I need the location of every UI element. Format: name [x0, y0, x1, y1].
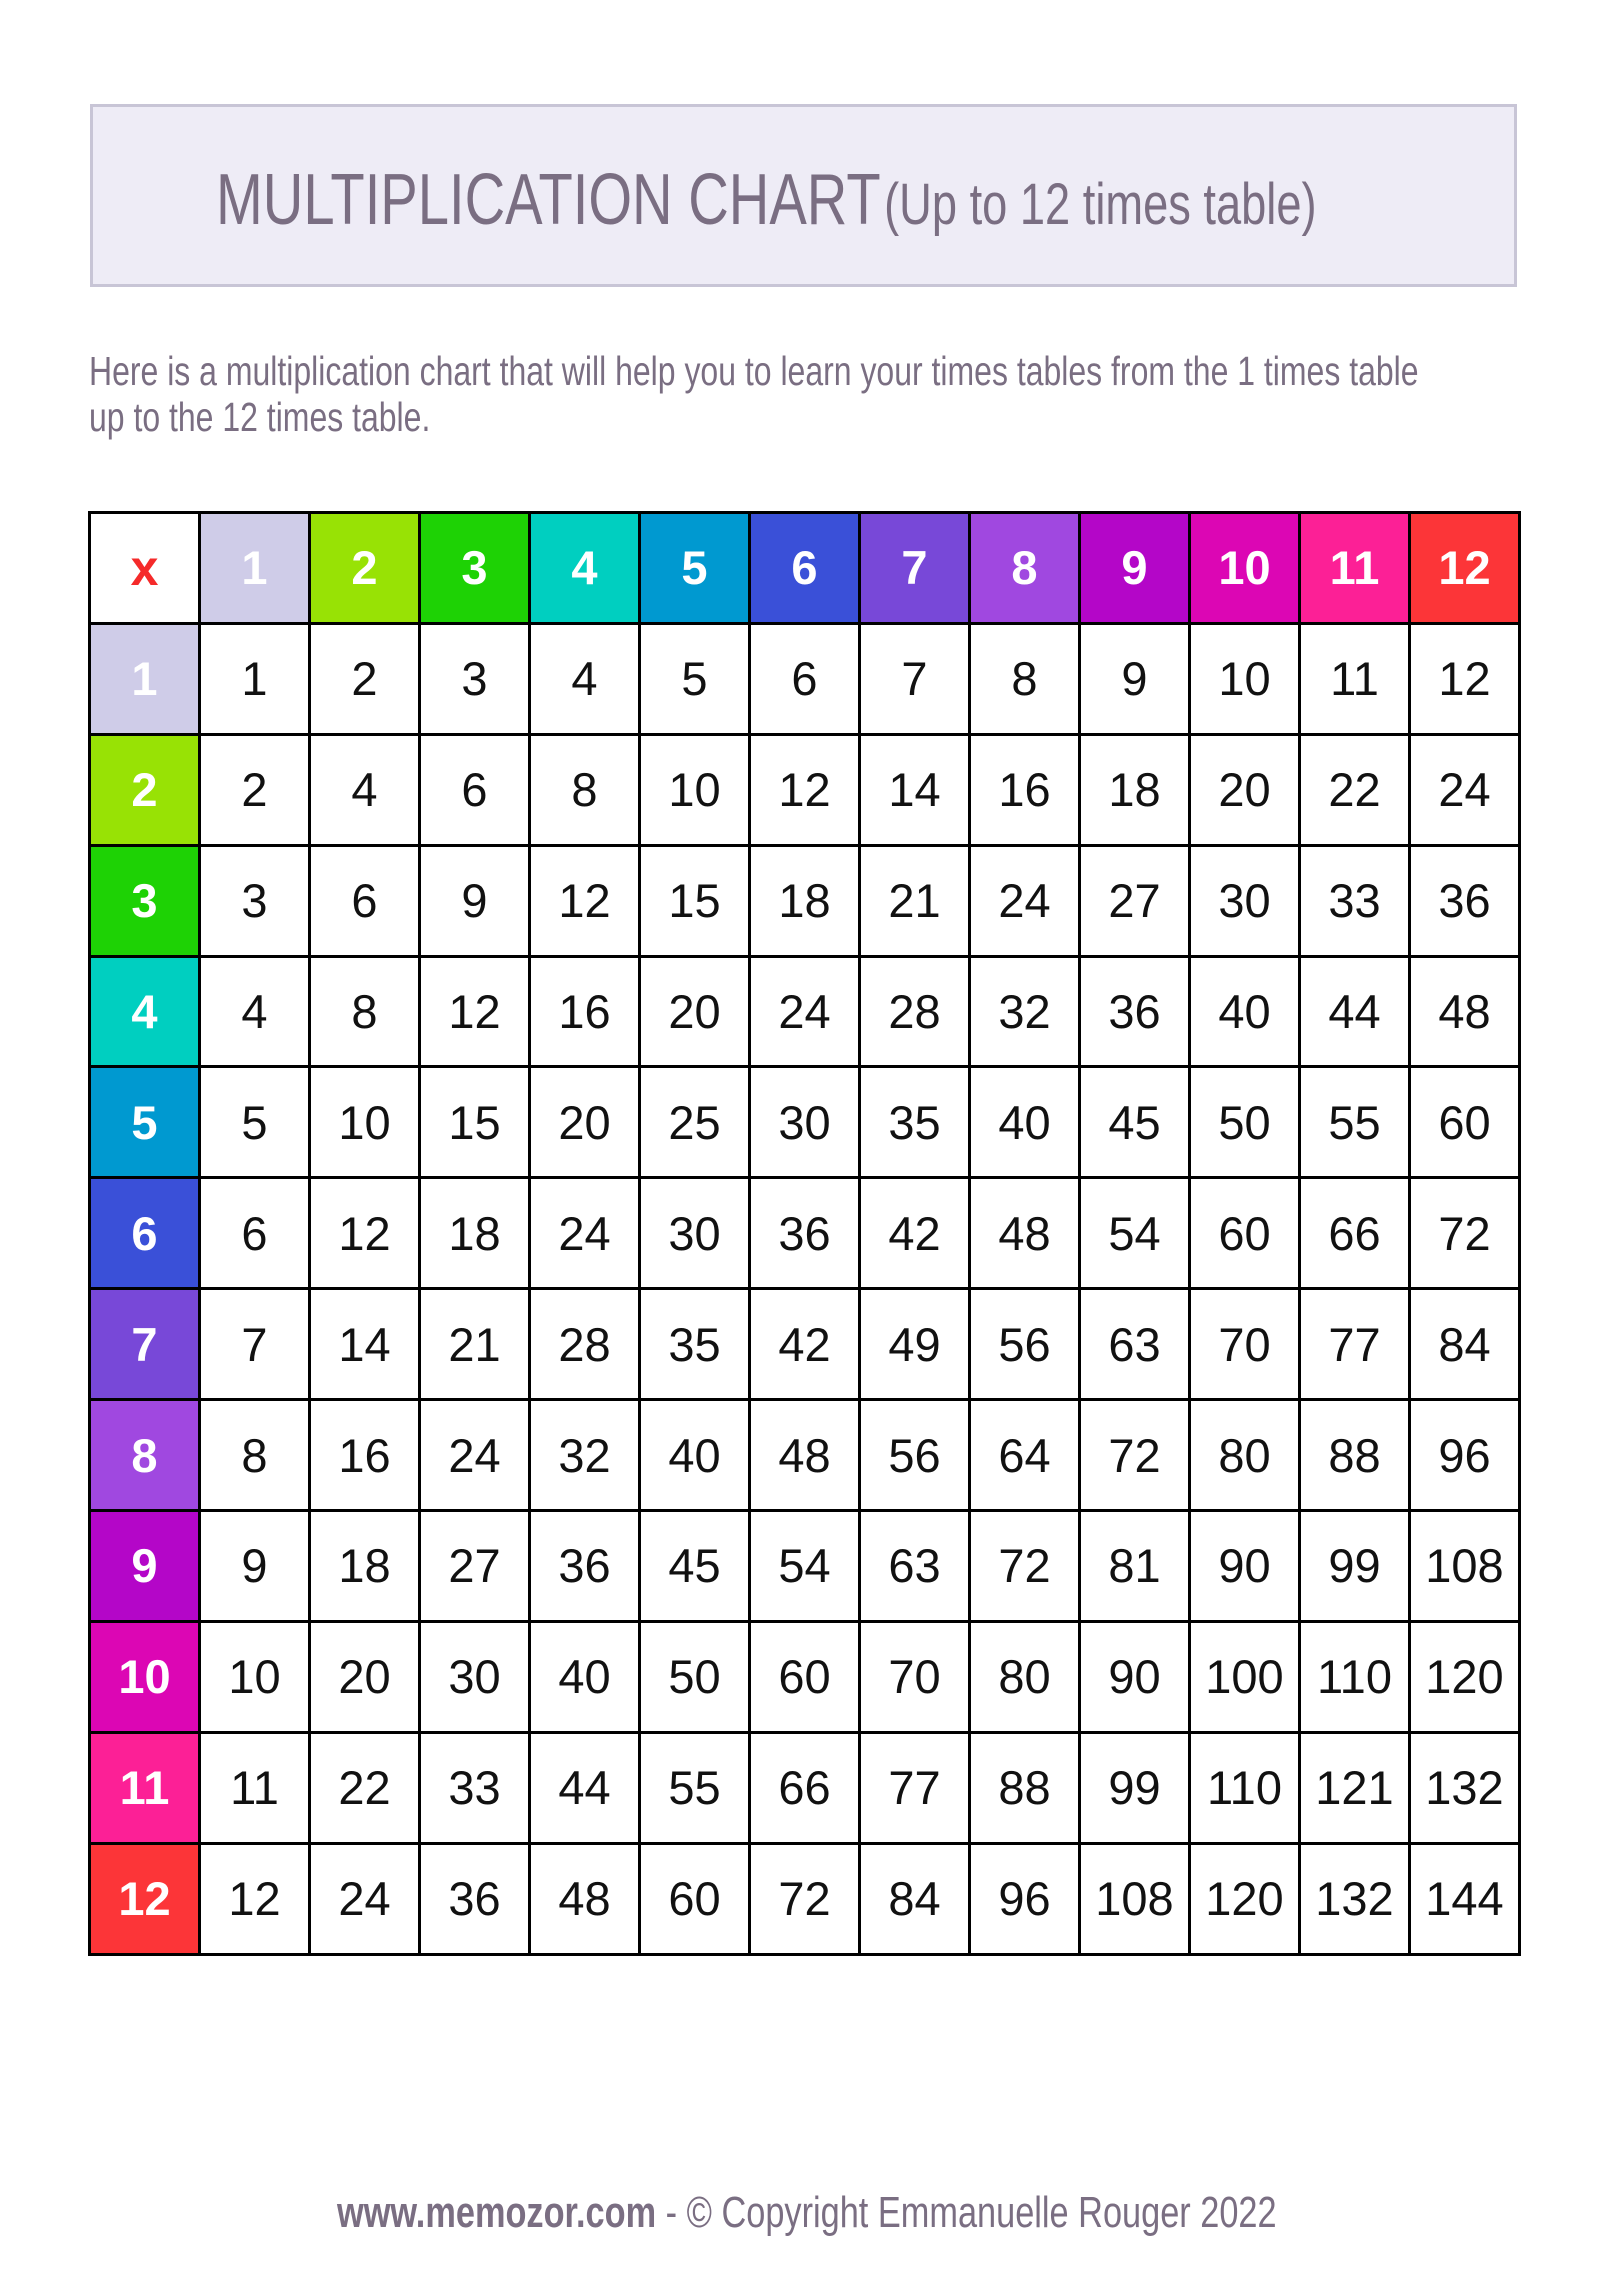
product-cell: 8: [971, 625, 1081, 736]
product-cell: 12: [311, 1179, 421, 1290]
column-header-5: 5: [641, 514, 751, 625]
column-header-4: 4: [531, 514, 641, 625]
product-cell: 24: [531, 1179, 641, 1290]
product-cell: 40: [641, 1401, 751, 1512]
footer-separator: -: [656, 2188, 687, 2237]
product-cell: 50: [641, 1623, 751, 1734]
product-cell: 8: [201, 1401, 311, 1512]
product-cell: 24: [1411, 736, 1521, 847]
title-subtitle: (Up to 12 times table): [884, 172, 1317, 237]
product-cell: 36: [1411, 847, 1521, 958]
product-cell: 25: [641, 1068, 751, 1179]
product-cell: 5: [641, 625, 751, 736]
product-cell: 99: [1301, 1512, 1411, 1623]
product-cell: 55: [641, 1734, 751, 1845]
product-cell: 66: [751, 1734, 861, 1845]
product-cell: 132: [1301, 1845, 1411, 1956]
row-header-6: 6: [91, 1179, 201, 1290]
product-cell: 40: [531, 1623, 641, 1734]
product-cell: 72: [1411, 1179, 1521, 1290]
row-header-11: 11: [91, 1734, 201, 1845]
description: [89, 348, 1608, 440]
product-cell: 77: [1301, 1290, 1411, 1401]
row-header-4: 4: [91, 958, 201, 1069]
column-header-9: 9: [1081, 514, 1191, 625]
product-cell: 60: [1411, 1068, 1521, 1179]
product-cell: 16: [971, 736, 1081, 847]
title-box: [90, 104, 1517, 287]
row-header-7: 7: [91, 1290, 201, 1401]
multiplication-table: [88, 511, 1521, 1956]
product-cell: 30: [751, 1068, 861, 1179]
product-cell: 110: [1191, 1734, 1301, 1845]
product-cell: 144: [1411, 1845, 1521, 1956]
product-cell: 6: [201, 1179, 311, 1290]
product-cell: 45: [641, 1512, 751, 1623]
product-cell: 44: [531, 1734, 641, 1845]
product-cell: 20: [1191, 736, 1301, 847]
product-cell: 90: [1191, 1512, 1301, 1623]
product-cell: 22: [311, 1734, 421, 1845]
row-header-1: 1: [91, 625, 201, 736]
product-cell: 42: [751, 1290, 861, 1401]
product-cell: 15: [641, 847, 751, 958]
product-cell: 9: [421, 847, 531, 958]
product-cell: 2: [201, 736, 311, 847]
product-cell: 96: [1411, 1401, 1521, 1512]
product-cell: 11: [201, 1734, 311, 1845]
product-cell: 60: [751, 1623, 861, 1734]
product-cell: 66: [1301, 1179, 1411, 1290]
product-cell: 4: [201, 958, 311, 1069]
product-cell: 80: [971, 1623, 1081, 1734]
product-cell: 14: [311, 1290, 421, 1401]
product-cell: 12: [421, 958, 531, 1069]
product-cell: 45: [1081, 1068, 1191, 1179]
product-cell: 88: [971, 1734, 1081, 1845]
product-cell: 88: [1301, 1401, 1411, 1512]
product-cell: 36: [751, 1179, 861, 1290]
product-cell: 48: [751, 1401, 861, 1512]
product-cell: 81: [1081, 1512, 1191, 1623]
row-header-10: 10: [91, 1623, 201, 1734]
product-cell: 30: [641, 1179, 751, 1290]
footer-copyright: © Copyright Emmanuelle Rouger 2022: [686, 2188, 1277, 2237]
product-cell: 60: [1191, 1179, 1301, 1290]
row-header-9: 9: [91, 1512, 201, 1623]
product-cell: 54: [751, 1512, 861, 1623]
product-cell: 70: [861, 1623, 971, 1734]
product-cell: 1: [201, 625, 311, 736]
product-cell: 8: [531, 736, 641, 847]
product-cell: 5: [201, 1068, 311, 1179]
product-cell: 16: [531, 958, 641, 1069]
product-cell: 10: [641, 736, 751, 847]
column-header-12: 12: [1411, 514, 1521, 625]
product-cell: 18: [311, 1512, 421, 1623]
product-cell: 48: [531, 1845, 641, 1956]
product-cell: 54: [1081, 1179, 1191, 1290]
product-cell: 99: [1081, 1734, 1191, 1845]
product-cell: 35: [641, 1290, 751, 1401]
product-cell: 80: [1191, 1401, 1301, 1512]
product-cell: 24: [751, 958, 861, 1069]
product-cell: 24: [971, 847, 1081, 958]
product-cell: 6: [751, 625, 861, 736]
product-cell: 21: [421, 1290, 531, 1401]
description-line-1: Here is a multiplication chart that will help you to learn your times tables from the 1 times table: [89, 348, 1419, 394]
row-header-8: 8: [91, 1401, 201, 1512]
product-cell: 70: [1191, 1290, 1301, 1401]
product-cell: 32: [971, 958, 1081, 1069]
product-cell: 4: [311, 736, 421, 847]
column-header-2: 2: [311, 514, 421, 625]
product-cell: 49: [861, 1290, 971, 1401]
product-cell: 44: [1301, 958, 1411, 1069]
description-line-2: up to the 12 times table.: [89, 394, 431, 440]
product-cell: 9: [1081, 625, 1191, 736]
product-cell: 30: [421, 1623, 531, 1734]
product-cell: 7: [201, 1290, 311, 1401]
product-cell: 18: [421, 1179, 531, 1290]
product-cell: 72: [1081, 1401, 1191, 1512]
product-cell: 12: [751, 736, 861, 847]
product-cell: 28: [861, 958, 971, 1069]
column-header-11: 11: [1301, 514, 1411, 625]
row-header-2: 2: [91, 736, 201, 847]
product-cell: 20: [641, 958, 751, 1069]
product-cell: 11: [1301, 625, 1411, 736]
column-header-10: 10: [1191, 514, 1301, 625]
product-cell: 20: [531, 1068, 641, 1179]
product-cell: 48: [971, 1179, 1081, 1290]
product-cell: 8: [311, 958, 421, 1069]
product-cell: 120: [1191, 1845, 1301, 1956]
product-cell: 110: [1301, 1623, 1411, 1734]
product-cell: 6: [311, 847, 421, 958]
product-cell: 55: [1301, 1068, 1411, 1179]
product-cell: 27: [421, 1512, 531, 1623]
product-cell: 60: [641, 1845, 751, 1956]
product-cell: 72: [751, 1845, 861, 1956]
product-cell: 35: [861, 1068, 971, 1179]
footer: [337, 2188, 1542, 2238]
page-title: [216, 159, 1608, 241]
corner-cell-x: x: [91, 514, 201, 625]
product-cell: 36: [531, 1512, 641, 1623]
product-cell: 12: [201, 1845, 311, 1956]
product-cell: 40: [1191, 958, 1301, 1069]
product-cell: 20: [311, 1623, 421, 1734]
product-cell: 7: [861, 625, 971, 736]
footer-site-link[interactable]: www.memozor.com: [337, 2188, 657, 2237]
product-cell: 56: [861, 1401, 971, 1512]
product-cell: 33: [421, 1734, 531, 1845]
product-cell: 18: [1081, 736, 1191, 847]
product-cell: 10: [201, 1623, 311, 1734]
product-cell: 64: [971, 1401, 1081, 1512]
product-cell: 36: [1081, 958, 1191, 1069]
product-cell: 12: [531, 847, 641, 958]
product-cell: 24: [311, 1845, 421, 1956]
product-cell: 63: [861, 1512, 971, 1623]
product-cell: 3: [201, 847, 311, 958]
product-cell: 10: [311, 1068, 421, 1179]
product-cell: 22: [1301, 736, 1411, 847]
column-header-1: 1: [201, 514, 311, 625]
product-cell: 50: [1191, 1068, 1301, 1179]
product-cell: 63: [1081, 1290, 1191, 1401]
product-cell: 56: [971, 1290, 1081, 1401]
product-cell: 28: [531, 1290, 641, 1401]
product-cell: 90: [1081, 1623, 1191, 1734]
column-header-8: 8: [971, 514, 1081, 625]
product-cell: 27: [1081, 847, 1191, 958]
row-header-5: 5: [91, 1068, 201, 1179]
product-cell: 84: [1411, 1290, 1521, 1401]
product-cell: 108: [1411, 1512, 1521, 1623]
product-cell: 121: [1301, 1734, 1411, 1845]
product-cell: 4: [531, 625, 641, 736]
product-cell: 84: [861, 1845, 971, 1956]
product-cell: 3: [421, 625, 531, 736]
product-cell: 33: [1301, 847, 1411, 958]
product-cell: 12: [1411, 625, 1521, 736]
product-cell: 15: [421, 1068, 531, 1179]
product-cell: 40: [971, 1068, 1081, 1179]
product-cell: 14: [861, 736, 971, 847]
title-main: MULTIPLICATION CHART: [216, 160, 881, 240]
product-cell: 42: [861, 1179, 971, 1290]
product-cell: 24: [421, 1401, 531, 1512]
product-cell: 96: [971, 1845, 1081, 1956]
column-header-7: 7: [861, 514, 971, 625]
row-header-12: 12: [91, 1845, 201, 1956]
product-cell: 72: [971, 1512, 1081, 1623]
product-cell: 32: [531, 1401, 641, 1512]
product-cell: 120: [1411, 1623, 1521, 1734]
product-cell: 10: [1191, 625, 1301, 736]
product-cell: 108: [1081, 1845, 1191, 1956]
product-cell: 2: [311, 625, 421, 736]
column-header-6: 6: [751, 514, 861, 625]
product-cell: 77: [861, 1734, 971, 1845]
product-cell: 6: [421, 736, 531, 847]
product-cell: 100: [1191, 1623, 1301, 1734]
product-cell: 36: [421, 1845, 531, 1956]
product-cell: 16: [311, 1401, 421, 1512]
product-cell: 18: [751, 847, 861, 958]
product-cell: 30: [1191, 847, 1301, 958]
row-header-3: 3: [91, 847, 201, 958]
product-cell: 21: [861, 847, 971, 958]
product-cell: 48: [1411, 958, 1521, 1069]
product-cell: 9: [201, 1512, 311, 1623]
column-header-3: 3: [421, 514, 531, 625]
product-cell: 132: [1411, 1734, 1521, 1845]
